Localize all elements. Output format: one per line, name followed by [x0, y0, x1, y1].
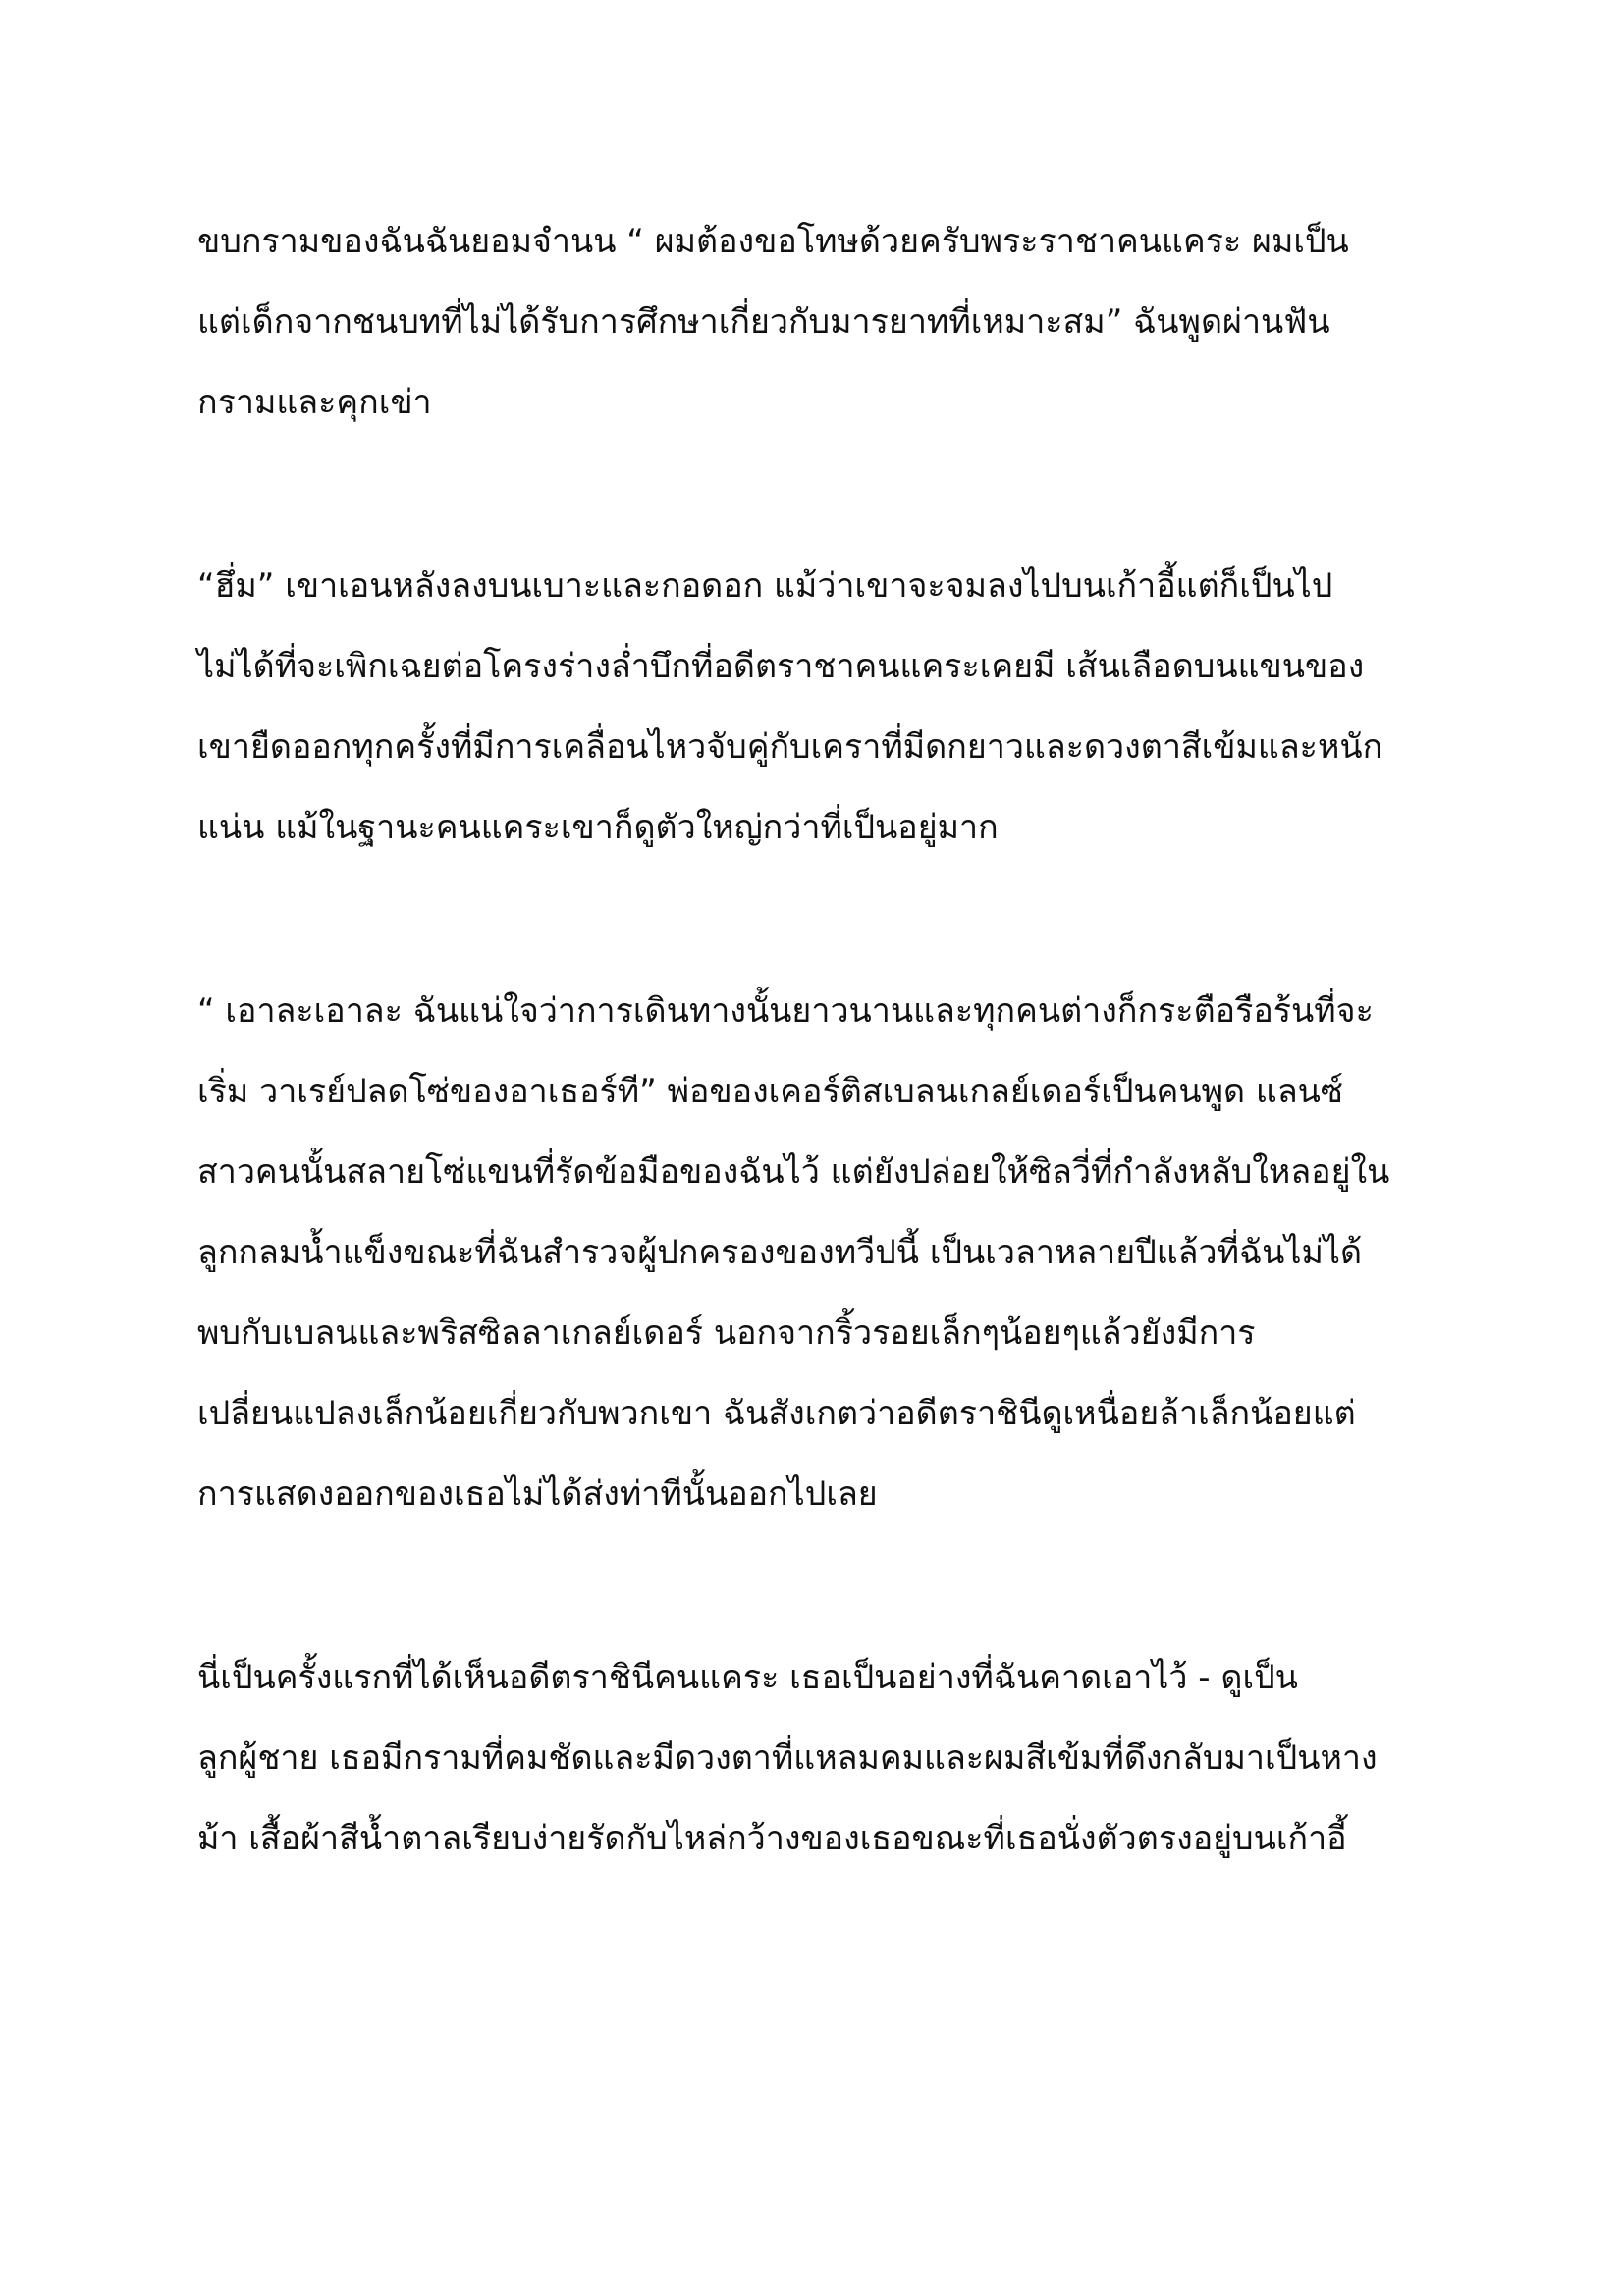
paragraph-1	[197, 201, 1454, 443]
text-line: ม้า เสื้อผ้าสีน้ำตาลเรียบง่ายรัดกับไหล่กว้างของเธอขณะที่เธอนั่งตัวตรงอยู่บนเก้าอี้	[197, 1819, 1347, 1858]
text-line: ไม่ได้ที่จะเพิกเฉยต่อโครงร่างล่ำบึกที่อดีตราชาคนแคระเคยมี เส้นเลือดบนแขนของ	[197, 647, 1365, 686]
text-line: กรามและคุกเข่า	[197, 383, 432, 422]
document-body	[197, 201, 1454, 1982]
text-line: เริ่ม วาเรย์ปลดโซ่ของอาเธอร์ที” พ่อของเคอร์ติสเบลนเกลย์เดอร์เป็นคนพูด แลนซ์	[197, 1072, 1343, 1111]
paragraph-4	[197, 1637, 1454, 1879]
text-line: ขบกรามของฉันฉันยอมจำนน “ ผมต้องขอโทษด้วยครับพระราชาคนแคระ ผมเป็น	[197, 222, 1349, 261]
text-line: เปลี่ยนแปลงเล็กน้อยเกี่ยวกับพวกเขา ฉันสังเกตว่าอดีตราชินีดูเหนื่อยล้าเล็กน้อยแต่	[197, 1394, 1356, 1433]
paragraph-3	[197, 971, 1454, 1534]
text-line: พบกับเบลนและพริสซิลลาเกลย์เดอร์ นอกจากริ้วรอยเล็กๆน้อยๆแล้วยังมีการ	[197, 1313, 1256, 1353]
text-line: การแสดงออกของเธอไม่ได้ส่งท่าทีนั้นออกไปเลย	[197, 1474, 878, 1514]
text-line: สาวคนนั้นสลายโซ่แขนที่รัดข้อมือของฉันไว้ แต่ยังปล่อยให้ซิลวี่ที่กำลังหลับใหลอยู่ใน	[197, 1152, 1390, 1192]
text-line: แต่เด็กจากชนบทที่ไม่ได้รับการศึกษาเกี่ยวกับมารยาทที่เหมาะสม” ฉันพูดผ่านฟัน	[197, 302, 1330, 342]
text-line: ลูกผู้ชาย เธอมีกรามที่คมชัดและมีดวงตาที่แหลมคมและผมสีเข้มที่ดึงกลับมาเป็นหาง	[197, 1738, 1378, 1778]
text-line: เขายืดออกทุกครั้งที่มีการเคลื่อนไหวจับคู่กับเคราที่มีดกยาวและดวงตาสีเข้มและหนัก	[197, 727, 1383, 767]
text-line: นี่เป็นครั้งแรกที่ได้เห็นอดีตราชินีคนแคระ เธอเป็นอย่างที่ฉันคาดเอาไว้ - ดูเป็น	[197, 1658, 1298, 1697]
text-line: “ฮึ่ม” เขาเอนหลังลงบนเบาะและกอดอก แม้ว่าเขาจะจมลงไปบนเก้าอี้แต่ก็เป็นไป	[197, 566, 1333, 606]
text-line: แน่น แม้ในฐานะคนแคระเขาก็ดูตัวใหญ่กว่าที่เป็นอยู่มาก	[197, 808, 999, 847]
paragraph-2	[197, 546, 1454, 868]
text-line: ลูกกลมน้ำแข็งขณะที่ฉันสำรวจผู้ปกครองของทวีปนี้ เป็นเวลาหลายปีแล้วที่ฉันไม่ได้	[197, 1233, 1363, 1272]
text-line: “ เอาละเอาละ ฉันแน่ใจว่าการเดินทางนั้นยาวนานและทุกคนต่างก็กระตือรือร้นที่จะ	[197, 991, 1374, 1031]
